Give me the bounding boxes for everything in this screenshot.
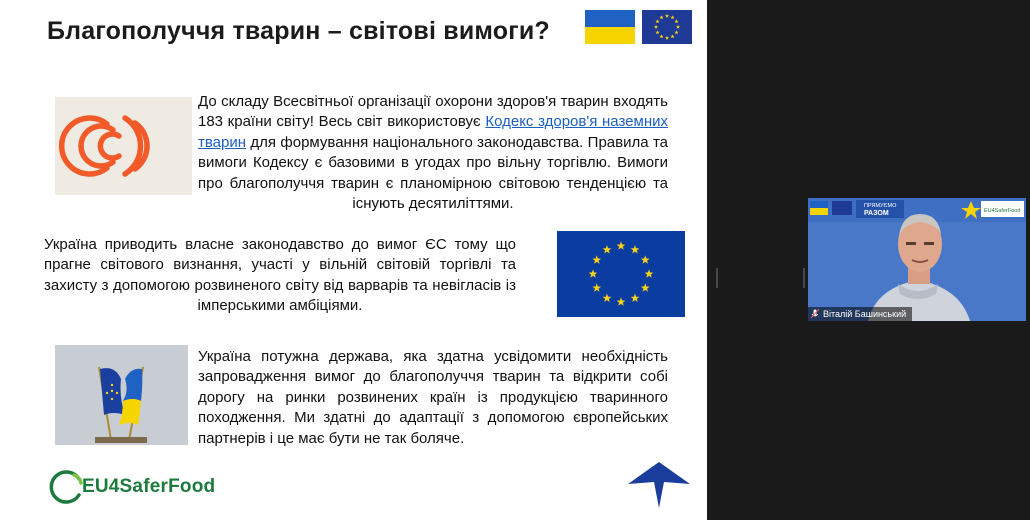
eu-star-icon	[603, 294, 612, 302]
banner-logo: EU4SaferFood	[984, 208, 1021, 214]
eu-ukraine-flags-photo	[55, 345, 188, 445]
eu-star-icon	[654, 25, 658, 29]
eu-star-icon	[655, 30, 659, 34]
up-arrow-icon[interactable]	[626, 460, 692, 510]
eu-star-icon	[659, 15, 663, 19]
slide-title: Благополуччя тварин – світові вимоги?	[47, 17, 550, 45]
scroll-handle-left[interactable]	[716, 268, 719, 288]
participant-video-tile[interactable]	[808, 198, 1026, 321]
eu-flag-icon	[642, 10, 692, 44]
scroll-handle-right[interactable]	[803, 268, 806, 288]
eu-star-icon	[665, 14, 669, 18]
mic-off-icon	[811, 309, 819, 319]
eu-star-icon	[674, 19, 678, 23]
eu-star-icon	[592, 255, 601, 263]
paragraph-ukraine-strong: Україна потужна держава, яка здатна усвідомити необхідність запровадження вимог до благополуччя тварин та відкрити собі дорогу на ринки розвинених країн із продукцією тваринного походження. Ми здатні до адаптації з допомогою європейських партнерів і це має бути не так боляче.	[198, 348, 668, 447]
eu4saferfood-logo	[46, 467, 215, 507]
eu-star-icon	[659, 34, 663, 38]
participant-name-label: Віталій Башинський	[808, 307, 912, 321]
brand-name: EU4SaferFood	[82, 476, 216, 497]
terrestrial-code-link[interactable]: Кодекс здоров'я наземних тварин	[198, 113, 668, 151]
eu-star-icon	[589, 269, 598, 277]
banner-text-1: ПРЯМУЄМО	[864, 203, 897, 209]
eu-flag-image	[557, 231, 685, 317]
eu-star-icon	[603, 245, 612, 253]
eu-star-icon	[665, 36, 669, 40]
paragraph-oie: До складу Всесвітньої організації охорони здоров'я тварин входять 183 країни світу! Весь світ використовує Кодекс здоров'я наземних тварин для формування національного законодавства. Правила та вимоги Кодексу є базовими в угодах про вільну торгівлю. Вимоги про благополуччя тварин є планомірною світовою тенденцією та існують десятиліттями.	[198, 93, 668, 213]
paragraph-eu-law: Україна приводить власне законодавство до вимог ЄС тому що прагне світового визнання, участі у вільній світовій торгівлі та захисту з допомогою розвиненого світу від варварів та невігласів із імперськими амбіціями.	[44, 236, 516, 315]
eu-star-icon	[631, 245, 640, 253]
eu-star-icon	[645, 269, 654, 277]
eu-star-icon	[670, 15, 674, 19]
eu4saferfood-icon	[46, 467, 86, 507]
eu-star-icon	[670, 34, 674, 38]
eu-star-icon	[641, 283, 650, 291]
eu-star-icon	[617, 297, 626, 305]
eu-star-icon	[641, 255, 650, 263]
participant-video	[808, 198, 1026, 321]
eu-star-icon	[617, 241, 626, 249]
eu-star-icon	[592, 283, 601, 291]
woah-logo	[55, 97, 192, 195]
eu-star-icon	[631, 294, 640, 302]
banner-text-2: РАЗОМ	[864, 210, 889, 217]
ukraine-flag-icon	[585, 10, 635, 44]
eu-star-icon	[655, 19, 659, 23]
eu-star-icon	[676, 25, 680, 29]
eu-star-icon	[674, 30, 678, 34]
